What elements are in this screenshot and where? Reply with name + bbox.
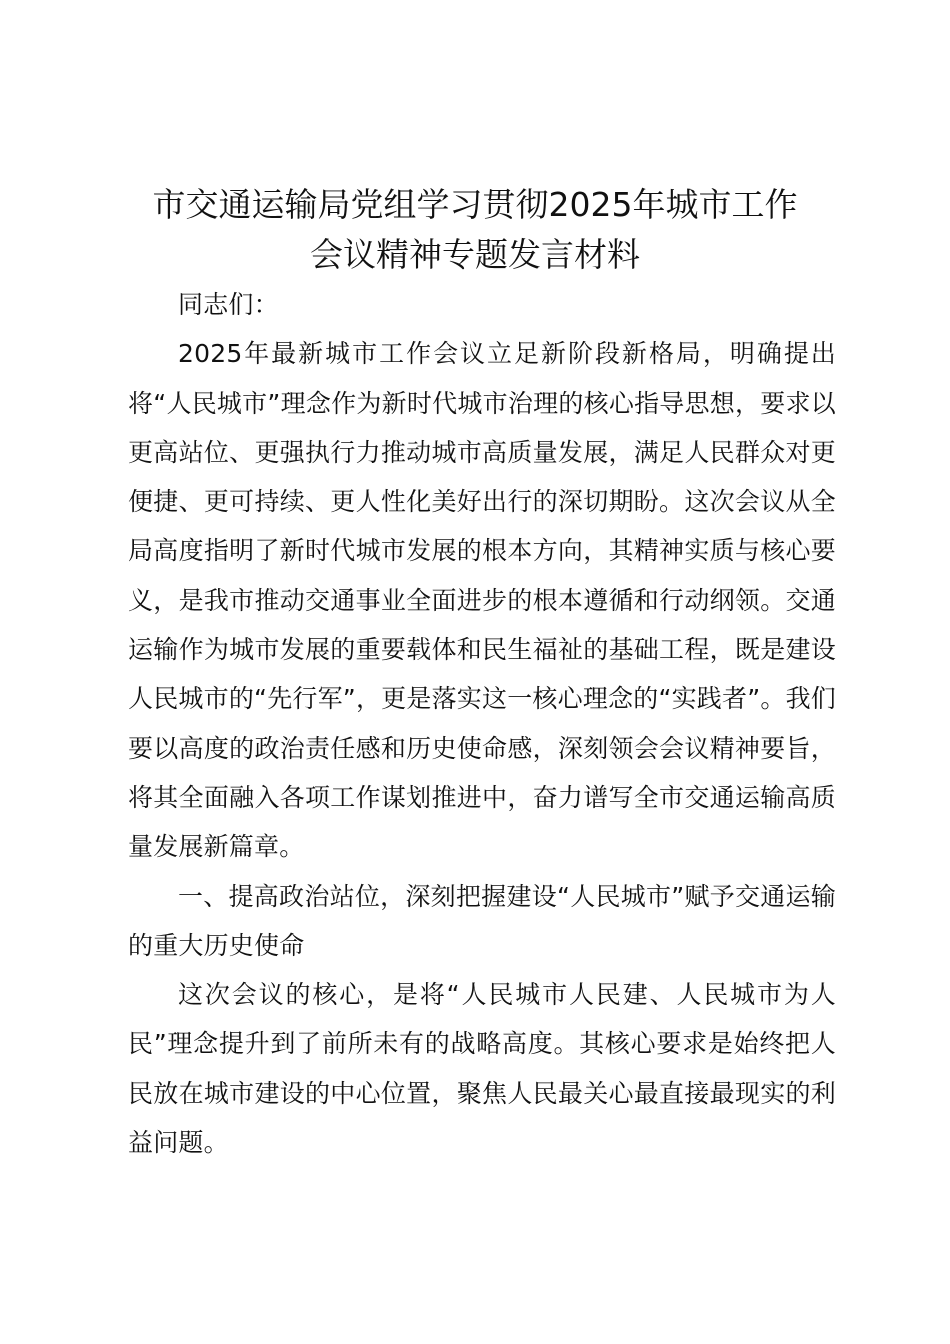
salutation: 同志们： xyxy=(178,290,279,319)
title-line-2: 会议精神专题发言材料 xyxy=(310,235,640,274)
document-body xyxy=(128,280,836,1167)
document-title xyxy=(110,180,840,280)
title-line-1: 市交通运输局党组学习贯彻2025年城市工作 xyxy=(152,185,798,224)
paragraph-section-1: 这次会议的核心，是将“人民城市人民建、人民城市为人民”理念提升到了前所未有的战略高度。其核心要求是始终把人民放在城市建设的中心位置，聚焦人民最关心最直接最现实的利益问题。 xyxy=(128,980,836,1158)
section-heading-1: 一、提高政治站位，深刻把握建设“人民城市”赋予交通运输的重大历史使命 xyxy=(128,881,836,960)
paragraph-intro: 2025年最新城市工作会议立足新阶段新格局，明确提出将“人民城市”理念作为新时代城市治理的核心指导思想，要求以更高站位、更强执行力推动城市高质量发展，满足人民群众对更便捷、更可持续、更人性化美好出行的深切期盼。这次会议从全局高度指明了新时代城市发展的根本方向，其精神实质与核心要义，是我市推动交通事业全面进步的根本遵循和行动纲领。交通运输作为城市发展的重要载体和民生福祉的基础工程，既是建设人民城市的“先行军”，更是落实这一核心理念的“实践者”。我们要以高度的政治责任感和历史使命感，深刻领会会议精神要旨，将其全面融入各项工作谋划推进中，奋力谱写全市交通运输高质量发展新篇章。 xyxy=(128,339,836,862)
